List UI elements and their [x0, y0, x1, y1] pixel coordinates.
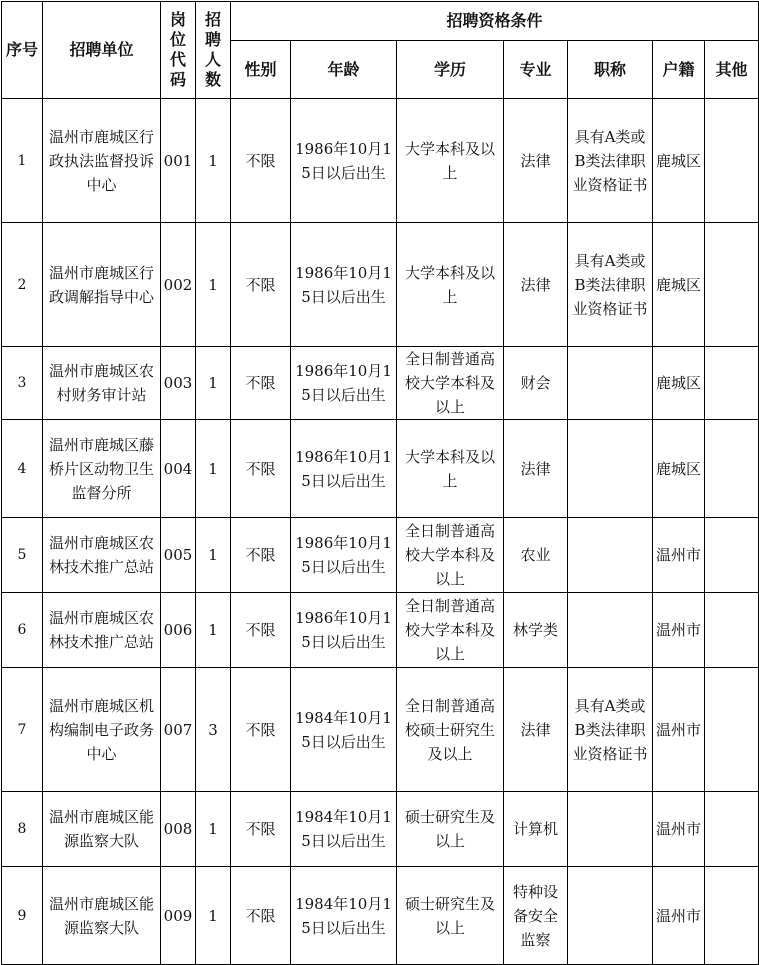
table-row: [2, 518, 759, 593]
cell-post-code: 006: [161, 593, 196, 668]
cell-count: 1: [196, 99, 231, 223]
cell-title: [568, 593, 653, 668]
cell-title: [568, 518, 653, 593]
table-row: [2, 867, 759, 965]
cell-age: 1984年10月15日以后出生: [291, 792, 397, 867]
cell-other: [705, 347, 759, 420]
header-conditions: 招聘资格条件: [231, 2, 759, 41]
cell-post-code: 002: [161, 223, 196, 347]
cell-post-code: 005: [161, 518, 196, 593]
cell-unit: 温州市鹿城区行政调解指导中心: [43, 223, 161, 347]
cell-hukou: 温州市: [653, 593, 705, 668]
header-post-code: 岗位代码: [161, 2, 196, 99]
table-row: [2, 347, 759, 420]
cell-age: 1986年10月15日以后出生: [291, 223, 397, 347]
header-row-top: [2, 2, 759, 41]
cell-title: [568, 792, 653, 867]
cell-seq: 4: [2, 420, 43, 518]
table-row: [2, 792, 759, 867]
header-title: 职称: [568, 41, 653, 99]
cell-hukou: 温州市: [653, 792, 705, 867]
cell-title: [568, 420, 653, 518]
header-gender: 性别: [231, 41, 291, 99]
cell-count: 1: [196, 518, 231, 593]
cell-post-code: 009: [161, 867, 196, 965]
cell-major: 林学类: [504, 593, 568, 668]
cell-other: [705, 792, 759, 867]
cell-title: 具有A类或B类法律职业资格证书: [568, 223, 653, 347]
cell-gender: 不限: [231, 347, 291, 420]
cell-major: 特种设备安全监察: [504, 867, 568, 965]
cell-count: 1: [196, 223, 231, 347]
cell-title: 具有A类或B类法律职业资格证书: [568, 668, 653, 792]
cell-seq: 2: [2, 223, 43, 347]
cell-hukou: 鹿城区: [653, 223, 705, 347]
cell-unit: 温州市鹿城区能源监察大队: [43, 792, 161, 867]
cell-other: [705, 420, 759, 518]
cell-unit: 温州市鹿城区农林技术推广总站: [43, 593, 161, 668]
cell-hukou: 温州市: [653, 518, 705, 593]
cell-other: [705, 668, 759, 792]
header-seq: 序号: [2, 2, 43, 99]
cell-other: [705, 593, 759, 668]
cell-count: 1: [196, 792, 231, 867]
cell-count: 3: [196, 668, 231, 792]
cell-title: [568, 867, 653, 965]
cell-age: 1986年10月15日以后出生: [291, 347, 397, 420]
cell-post-code: 008: [161, 792, 196, 867]
cell-age: 1986年10月15日以后出生: [291, 593, 397, 668]
cell-seq: 9: [2, 867, 43, 965]
cell-count: 1: [196, 347, 231, 420]
header-age: 年龄: [291, 41, 397, 99]
cell-post-code: 003: [161, 347, 196, 420]
table-row: [2, 668, 759, 792]
cell-seq: 6: [2, 593, 43, 668]
cell-title: [568, 347, 653, 420]
cell-title: 具有A类或B类法律职业资格证书: [568, 99, 653, 223]
cell-gender: 不限: [231, 668, 291, 792]
cell-education: 全日制普通高校大学本科及以上: [397, 518, 504, 593]
cell-education: 大学本科及以上: [397, 420, 504, 518]
cell-unit: 温州市鹿城区能源监察大队: [43, 867, 161, 965]
header-hukou: 户籍: [653, 41, 705, 99]
cell-count: 1: [196, 420, 231, 518]
cell-count: 1: [196, 593, 231, 668]
cell-hukou: 鹿城区: [653, 347, 705, 420]
cell-gender: 不限: [231, 420, 291, 518]
header-education: 学历: [397, 41, 504, 99]
cell-gender: 不限: [231, 99, 291, 223]
header-unit: 招聘单位: [43, 2, 161, 99]
cell-major: 农业: [504, 518, 568, 593]
cell-education: 全日制普通高校大学本科及以上: [397, 347, 504, 420]
cell-age: 1986年10月15日以后出生: [291, 420, 397, 518]
cell-unit: 温州市鹿城区农村财务审计站: [43, 347, 161, 420]
cell-hukou: 温州市: [653, 867, 705, 965]
cell-unit: 温州市鹿城区机构编制电子政务中心: [43, 668, 161, 792]
cell-major: 法律: [504, 223, 568, 347]
cell-education: 大学本科及以上: [397, 223, 504, 347]
cell-seq: 7: [2, 668, 43, 792]
table-body: [2, 99, 759, 965]
cell-education: 大学本科及以上: [397, 99, 504, 223]
cell-seq: 8: [2, 792, 43, 867]
cell-education: 硕士研究生及以上: [397, 867, 504, 965]
cell-other: [705, 223, 759, 347]
cell-post-code: 004: [161, 420, 196, 518]
header-major: 专业: [504, 41, 568, 99]
header-other: 其他: [705, 41, 759, 99]
cell-gender: 不限: [231, 518, 291, 593]
cell-major: 法律: [504, 420, 568, 518]
cell-hukou: 鹿城区: [653, 99, 705, 223]
cell-age: 1984年10月15日以后出生: [291, 668, 397, 792]
cell-major: 计算机: [504, 792, 568, 867]
table-row: [2, 593, 759, 668]
cell-seq: 1: [2, 99, 43, 223]
cell-education: 硕士研究生及以上: [397, 792, 504, 867]
cell-count: 1: [196, 867, 231, 965]
cell-unit: 温州市鹿城区行政执法监督投诉中心: [43, 99, 161, 223]
cell-major: 财会: [504, 347, 568, 420]
cell-age: 1986年10月15日以后出生: [291, 518, 397, 593]
table-row: [2, 420, 759, 518]
cell-major: 法律: [504, 668, 568, 792]
cell-unit: 温州市鹿城区藤桥片区动物卫生监督分所: [43, 420, 161, 518]
table-row: [2, 99, 759, 223]
recruitment-table: [1, 1, 759, 965]
cell-post-code: 001: [161, 99, 196, 223]
cell-gender: 不限: [231, 223, 291, 347]
header-count: 招聘人数: [196, 2, 231, 99]
table-row: [2, 223, 759, 347]
cell-age: 1986年10月15日以后出生: [291, 99, 397, 223]
cell-other: [705, 518, 759, 593]
cell-major: 法律: [504, 99, 568, 223]
cell-gender: 不限: [231, 792, 291, 867]
cell-other: [705, 99, 759, 223]
cell-post-code: 007: [161, 668, 196, 792]
cell-gender: 不限: [231, 867, 291, 965]
cell-seq: 5: [2, 518, 43, 593]
cell-seq: 3: [2, 347, 43, 420]
cell-education: 全日制普通高校大学本科及以上: [397, 593, 504, 668]
cell-hukou: 鹿城区: [653, 420, 705, 518]
cell-education: 全日制普通高校硕士研究生及以上: [397, 668, 504, 792]
cell-hukou: 温州市: [653, 668, 705, 792]
cell-other: [705, 867, 759, 965]
cell-unit: 温州市鹿城区农林技术推广总站: [43, 518, 161, 593]
cell-age: 1984年10月15日以后出生: [291, 867, 397, 965]
cell-gender: 不限: [231, 593, 291, 668]
